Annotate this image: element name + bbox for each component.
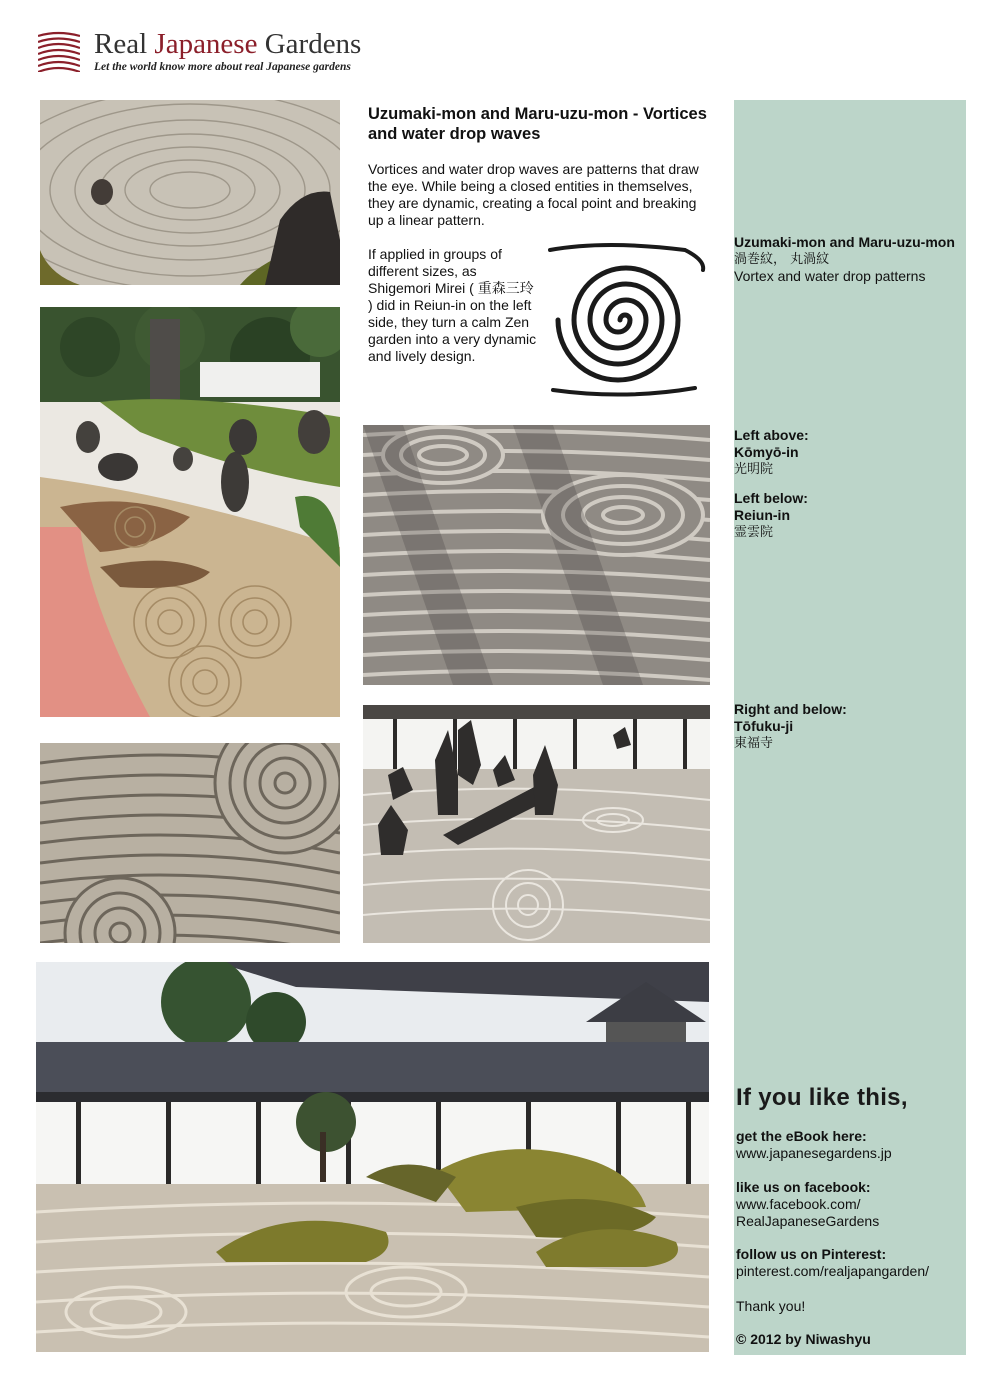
article-title: Uzumaki-mon and Maru-uzu-mon - Vortices and water drop waves bbox=[368, 105, 707, 143]
caption-left-above-kanji: 光明院 bbox=[734, 462, 774, 477]
cta-ebook-link[interactable]: www.japanesegardens.jp bbox=[736, 1145, 892, 1161]
cta-pinterest-link[interactable]: pinterest.com/realjapangarden/ bbox=[736, 1263, 930, 1279]
pattern-kanji: 渦巻紋， 丸渦紋 bbox=[734, 252, 830, 267]
caption-right-below-label: Right and below: bbox=[734, 701, 847, 717]
vortex-pattern-icon bbox=[545, 240, 708, 400]
pattern-name: Uzumaki-mon and Maru-uzu-mon bbox=[734, 234, 955, 250]
cta-heading: If you like this, bbox=[736, 1084, 908, 1111]
caption-left-above-label: Left above: bbox=[734, 427, 809, 443]
photo-tofuku-ji-waves bbox=[363, 425, 710, 685]
photo-reiun-in bbox=[40, 307, 340, 717]
caption-left-above bbox=[734, 427, 962, 478]
photo-tofuku-ji-stones bbox=[363, 705, 710, 943]
cta-facebook-link-line2[interactable]: RealJapaneseGardens bbox=[736, 1213, 880, 1229]
cta-thanks: Thank you! bbox=[736, 1298, 806, 1314]
pattern-info bbox=[734, 234, 962, 285]
cta-pinterest bbox=[736, 1246, 964, 1280]
caption-left-above-name: Kōmyō-in bbox=[734, 444, 799, 460]
caption-left-below-kanji: 霊雲院 bbox=[734, 525, 774, 540]
caption-right-below-kanji: 東福寺 bbox=[734, 736, 774, 751]
brand-tagline: Let the world know more about real Japanese gardens bbox=[94, 61, 351, 73]
article-intro: Vortices and water drop waves are patterns that draw the eye. While being a closed entities in themselves, they are dynamic, creating a focal point and breaking up a linear pattern. bbox=[368, 161, 699, 228]
caption-left-below-label: Left below: bbox=[734, 490, 808, 506]
cta-facebook-label: like us on facebook: bbox=[736, 1179, 871, 1195]
caption-right-below bbox=[734, 701, 962, 752]
cta-facebook bbox=[736, 1179, 964, 1230]
photo-komyo-in bbox=[40, 100, 340, 285]
photo-tofuku-ji-moss-garden bbox=[36, 962, 709, 1352]
caption-left-below-name: Reiun-in bbox=[734, 507, 790, 523]
photo-reiun-in-swirls bbox=[40, 743, 340, 943]
brand-title: Real Japanese Gardens bbox=[94, 28, 362, 60]
cta-pinterest-label: follow us on Pinterest: bbox=[736, 1246, 887, 1262]
cta-facebook-link-line1[interactable]: www.facebook.com/ bbox=[736, 1196, 861, 1212]
copyright: © 2012 by Niwashyu bbox=[736, 1331, 871, 1347]
article-groups-text: If applied in groups of different sizes, as Shigemori Mirei ( 重森三玲 ) did in Reiun-in on the left side, they turn a calm Zen garden into a very dynamic and lively design. bbox=[368, 246, 537, 364]
caption-left-below bbox=[734, 490, 962, 541]
pattern-description: Vortex and water drop patterns bbox=[734, 268, 926, 284]
caption-right-below-name: Tōfuku-ji bbox=[734, 718, 794, 734]
cta-ebook-label: get the eBook here: bbox=[736, 1128, 867, 1144]
cta-ebook bbox=[736, 1128, 964, 1162]
brand-logo-icon bbox=[38, 30, 80, 72]
